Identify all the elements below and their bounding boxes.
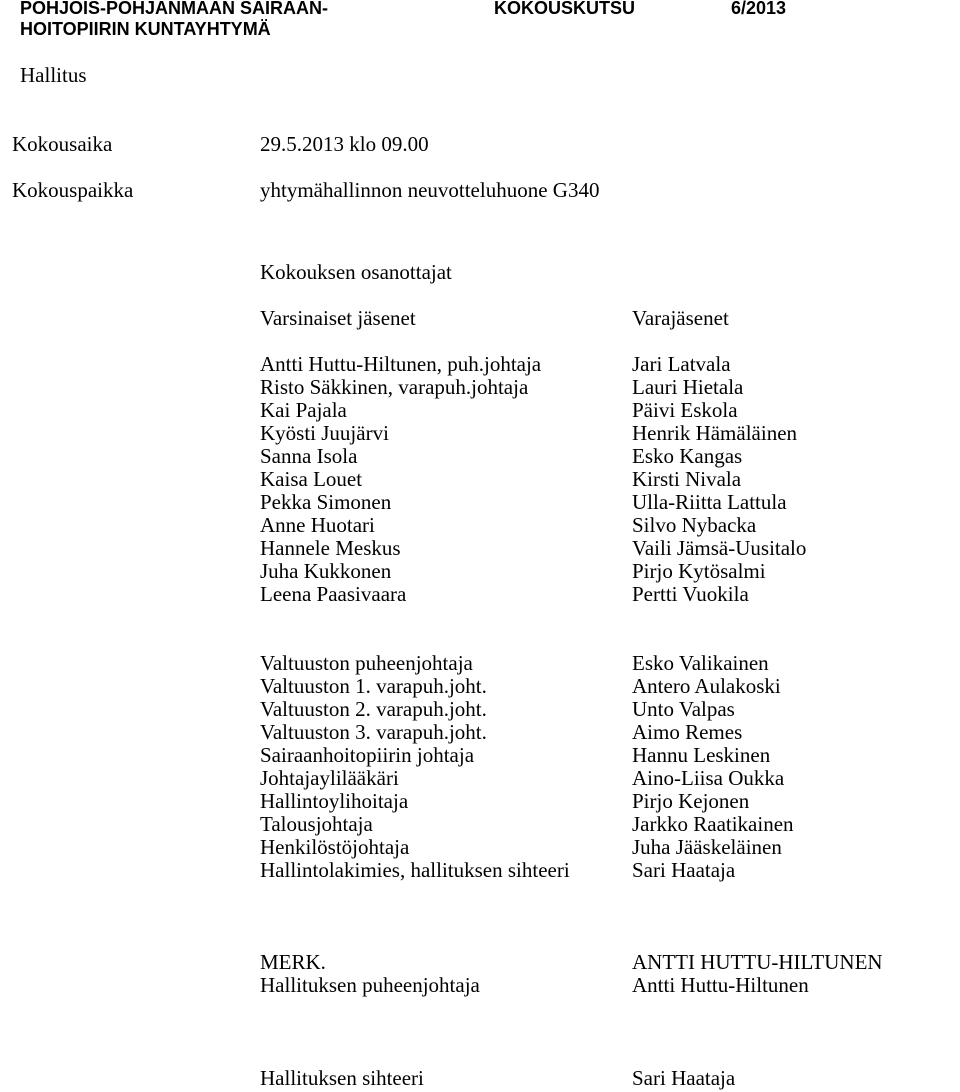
list-item: Juha Jääskeläinen	[632, 835, 782, 859]
list-item: Valtuuston 3. varapuh.joht.	[260, 720, 487, 744]
list-item: Aino-Liisa Oukka	[632, 766, 785, 790]
list-item: Esko Valikainen	[632, 651, 769, 675]
list-item: Johtajaylilääkäri	[260, 766, 399, 790]
list-item: Unto Valpas	[632, 697, 735, 721]
deputies-heading: Varajäsenet	[632, 306, 729, 330]
list-item: Kaisa Louet	[260, 467, 363, 491]
organization-line-1: POHJOIS-POHJANMAAN SAIRAAN-	[20, 0, 329, 18]
document-type: KOKOUSKUTSU	[494, 0, 636, 18]
list-item: Anne Huotari	[260, 513, 375, 537]
official-names-list	[632, 652, 794, 882]
list-item: Pirjo Kytösalmi	[632, 559, 766, 583]
list-item: Valtuuston 2. varapuh.joht.	[260, 697, 487, 721]
list-item: Kyösti Juujärvi	[260, 421, 389, 445]
chair-name: Antti Huttu-Hiltunen	[632, 973, 809, 997]
chair-name-caps: ANTTI HUTTU-HILTUNEN	[632, 950, 883, 974]
official-roles-list	[260, 652, 570, 882]
list-item: Valtuuston puheenjohtaja	[260, 651, 473, 675]
list-item: Henkilöstöjohtaja	[260, 835, 410, 859]
list-item: Henrik Hämäläinen	[632, 421, 798, 445]
members-heading: Varsinaiset jäsenet	[260, 306, 416, 330]
list-item: Jarkko Raatikainen	[632, 812, 794, 836]
organization-name	[20, 0, 328, 40]
chair-signature-right	[632, 951, 883, 997]
list-item: Antero Aulakoski	[632, 674, 781, 698]
members-list	[260, 353, 541, 606]
chair-signature-left	[260, 951, 480, 997]
participants-heading: Kokouksen osanottajat	[260, 260, 452, 284]
list-item: Silvo Nybacka	[632, 513, 757, 537]
list-item: Ulla-Riitta Lattula	[632, 490, 787, 514]
meeting-place-value: yhtymähallinnon neuvotteluhuone G340	[260, 178, 600, 202]
meeting-place-label: Kokouspaikka	[12, 178, 134, 202]
list-item: Leena Paasivaara	[260, 582, 407, 606]
list-item: Pertti Vuokila	[632, 582, 749, 606]
list-item: Pirjo Kejonen	[632, 789, 750, 813]
list-item: Esko Kangas	[632, 444, 743, 468]
secretary-title: Hallituksen sihteeri	[260, 1066, 424, 1090]
body-name: Hallitus	[20, 63, 87, 87]
organization-line-2: HOITOPIIRIN KUNTAYHTYMÄ	[20, 19, 271, 39]
list-item: Sanna Isola	[260, 444, 358, 468]
list-item: Pekka Simonen	[260, 490, 392, 514]
list-item: Talousjohtaja	[260, 812, 373, 836]
list-item: Kai Pajala	[260, 398, 347, 422]
list-item: Kirsti Nivala	[632, 467, 742, 491]
list-item: Antti Huttu-Hiltunen, puh.johtaja	[260, 352, 542, 376]
chair-title: Hallituksen puheenjohtaja	[260, 973, 480, 997]
list-item: Hallintoylihoitaja	[260, 789, 409, 813]
document-number: 6/2013	[731, 0, 787, 18]
list-item: Hallintolakimies, hallituksen sihteeri	[260, 858, 570, 882]
list-item: Päivi Eskola	[632, 398, 738, 422]
merk-label: MERK.	[260, 950, 326, 974]
list-item: Juha Kukkonen	[260, 559, 392, 583]
list-item: Sari Haataja	[632, 858, 736, 882]
list-item: Aimo Remes	[632, 720, 743, 744]
list-item: Sairaanhoitopiirin johtaja	[260, 743, 475, 767]
secretary-name: Sari Haataja	[632, 1066, 736, 1090]
list-item: Jari Latvala	[632, 352, 731, 376]
list-item: Valtuuston 1. varapuh.joht.	[260, 674, 487, 698]
list-item: Lauri Hietala	[632, 375, 744, 399]
deputies-list	[632, 353, 806, 606]
list-item: Hannele Meskus	[260, 536, 401, 560]
list-item: Vaili Jämsä-Uusitalo	[632, 536, 807, 560]
list-item: Hannu Leskinen	[632, 743, 771, 767]
meeting-time-label: Kokousaika	[12, 132, 113, 156]
list-item: Risto Säkkinen, varapuh.johtaja	[260, 375, 529, 399]
meeting-time-value: 29.5.2013 klo 09.00	[260, 132, 429, 156]
